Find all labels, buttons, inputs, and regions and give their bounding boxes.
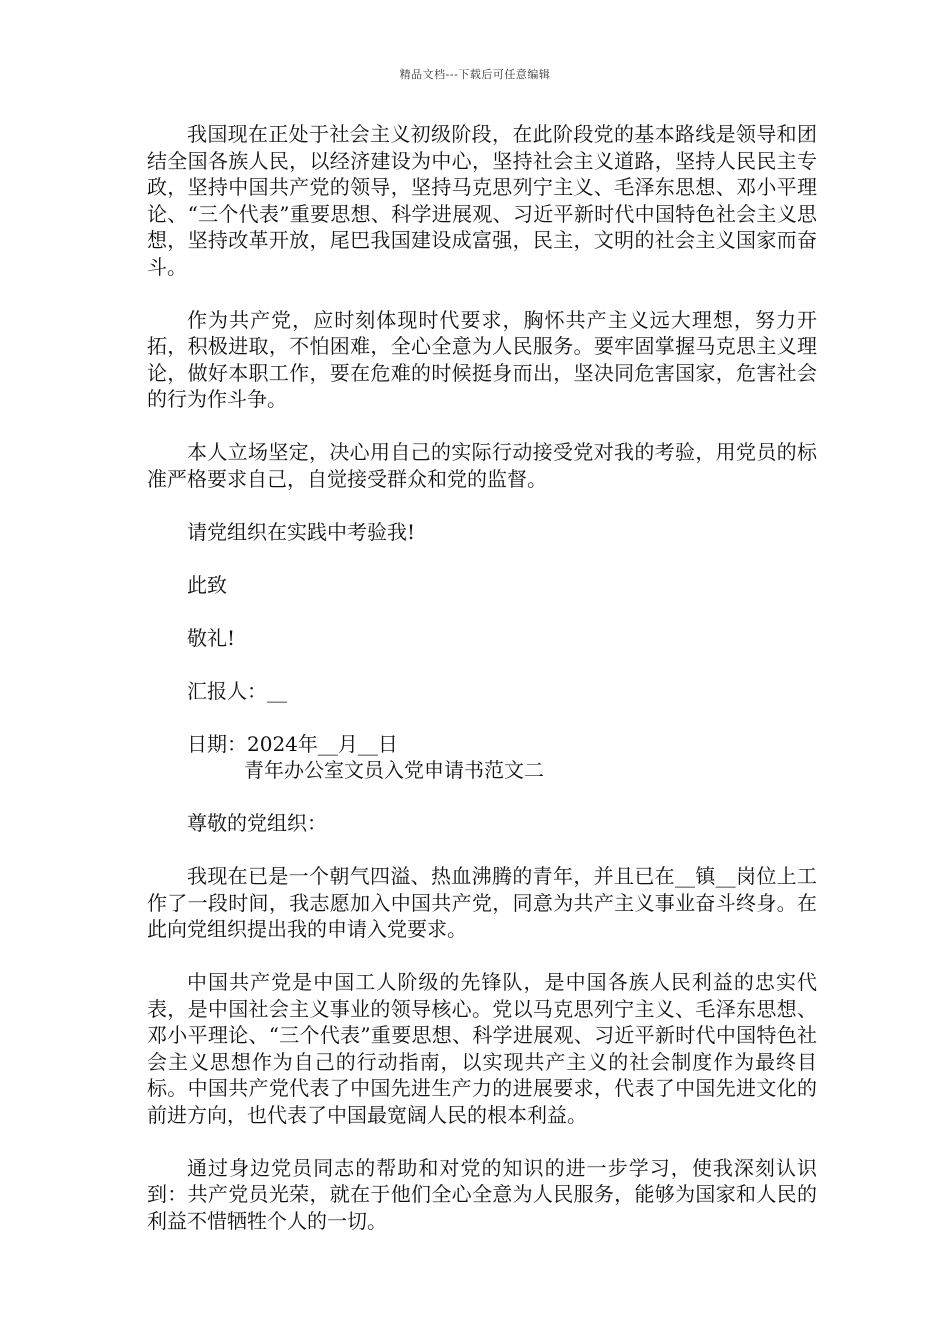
paragraph-stance: 本人立场坚定，决心用自己的实际行动接受党对我的考验，用党员的标准严格要求自己，自觉接受群众和党的监督。	[147, 440, 817, 491]
salutation: 尊敬的党组织：	[187, 811, 327, 835]
line-test-me: 请党组织在实践中考验我!	[187, 519, 416, 544]
document-body	[147, 121, 817, 1234]
line-date: 日期：2024年__月__日	[187, 731, 398, 756]
paragraph-application: 我现在已是一个朝气四溢、热血沸腾的青年，并且已在__镇__岗位上工作了一段时间，我志愿加入中国共产党，同意为共产主义事业奋斗终身。在此向党组织提出我的申请入党要求。	[147, 864, 817, 941]
page-header: 精品文档---下载后可任意编辑	[399, 68, 551, 81]
paragraph-basic-line: 我国现在正处于社会主义初级阶段，在此阶段党的基本路线是领导和团结全国各族人民，以经济建设为中心，坚持社会主义道路，坚持人民民主专政，坚持中国共产党的领导，坚持马克思列宁主义、毛泽东思想、邓小平理论、“三个代表”重要思想、科学进展观、习近平新时代中国特色社会主义思想，坚持改革开放，尾巴我国建设成富强，民主，文明的社会主义国家而奋斗。	[147, 122, 817, 279]
line-jingli: 敬礼!	[187, 625, 236, 650]
line-reporter: 汇报人：__	[187, 678, 287, 703]
paragraph-party-member-duty: 作为共产党，应时刻体现时代要求，胸怀共产主义远大理想，努力开拓，积极进取，不怕困难，全心全意为人民服务。要牢固掌握马克思主义理论，做好本职工作，要在危难的时候挺身而出，坚决同危害国家，危害社会的行为作斗争。	[147, 307, 817, 411]
line-cizhi: 此致	[187, 572, 227, 597]
paragraph-party-nature: 中国共产党是中国工人阶级的先锋队，是中国各族人民利益的忠实代表，是中国社会主义事业的领导核心。党以马克思列宁主义、毛泽东思想、邓小平理论、“三个代表”重要思想、科学进展观、习近平新时代中国特色社会主义思想作为自己的行动指南，以实现共产主义的社会制度作为最终目标。中国共产党代表了中国先进生产力的进展要求，代表了中国先进文化的前进方向，也代表了中国最宽阔人民的根本利益。	[147, 970, 817, 1127]
section-title-two: 青年办公室文员入党申请书范文二	[244, 758, 544, 782]
paragraph-realization: 通过身边党员同志的帮助和对党的知识的进一步学习，使我深刻认识到：共产党员光荣，就在于他们全心全意为人民服务，能够为国家和人民的利益不惜牺牲个人的一切。	[147, 1155, 817, 1233]
